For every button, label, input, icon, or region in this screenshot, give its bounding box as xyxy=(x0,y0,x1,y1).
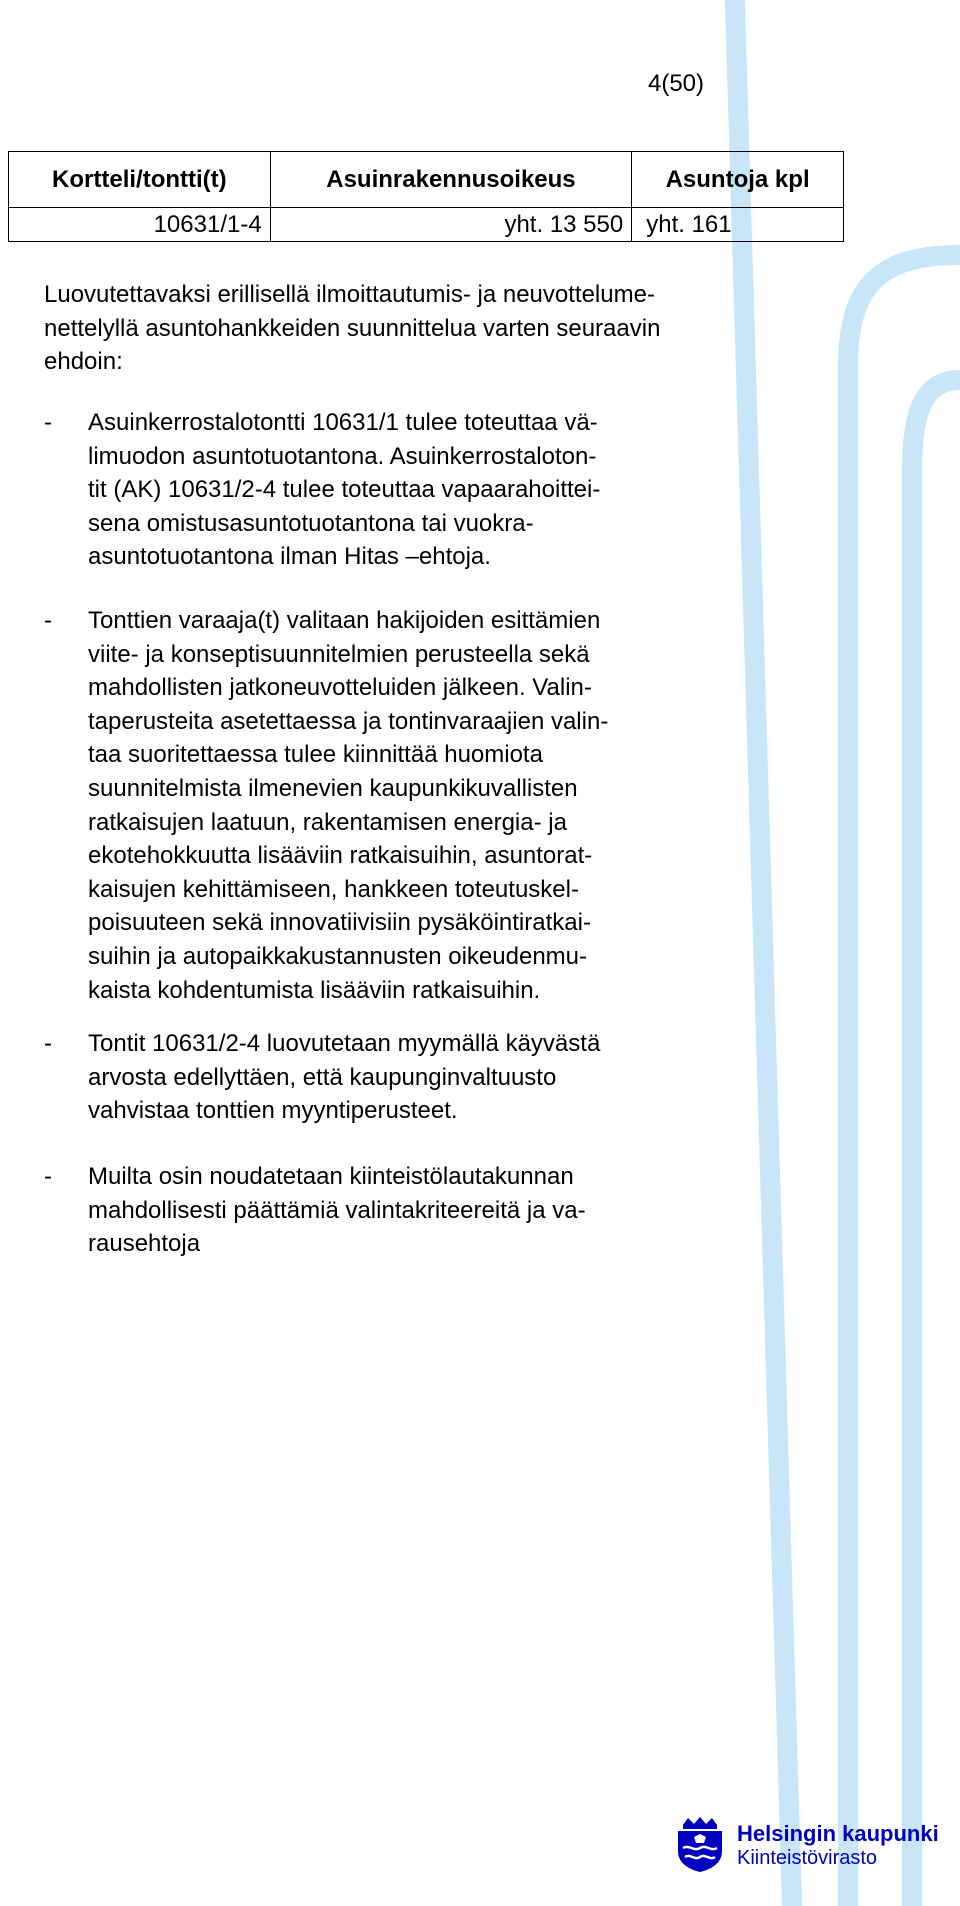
text-line: arvosta edellyttäen, että kaupunginvaltuusto xyxy=(88,1063,557,1091)
text-line: mahdollisten jatkoneuvotteluiden jälkeen. Valin- xyxy=(88,674,592,702)
text-line: suunnitelmista ilmenevien kaupunkikuvallisten xyxy=(88,774,578,802)
text-line: Tonttien varaaja(t) valitaan hakijoiden esittämien xyxy=(88,607,601,634)
text-line: Asuinkerrostalotontti 10631/1 tulee toteuttaa vä- xyxy=(88,409,598,436)
text-line: Muilta osin noudatetaan kiinteistölautakunnan xyxy=(88,1163,574,1190)
list-dash: - xyxy=(44,1030,52,1057)
text-line: tit (AK) 10631/2-4 tulee toteuttaa vapaarahoittei- xyxy=(88,476,601,504)
plot-table xyxy=(8,151,844,242)
cell-apartments: yht. 161 xyxy=(632,208,844,242)
text-line: suihin ja autopaikkakustannusten oikeudenmu- xyxy=(88,942,587,970)
text-line: Tontit 10631/2-4 luovutetaan myymällä käyvästä xyxy=(88,1030,601,1057)
table-header-row xyxy=(9,152,844,208)
column-header-plot: Kortteli/tontti(t) xyxy=(9,152,271,208)
text-line: poisuuteen sekä innovatiivisiin pysäköintiratkai- xyxy=(88,909,591,937)
list-dash: - xyxy=(44,607,52,634)
column-header-building-rights: Asuinrakennusoikeus xyxy=(270,152,632,208)
list-dash: - xyxy=(44,1163,52,1190)
text-line: ehdoin: xyxy=(44,348,123,376)
city-logo xyxy=(674,1815,960,1875)
text-line: ekotehokkuutta lisääviin ratkaisuihin, asuntorat- xyxy=(88,842,593,870)
column-header-apartments: Asuntoja kpl xyxy=(632,152,844,208)
text-line: mahdollisesti päättämiä valintakriteereitä ja va- xyxy=(88,1196,586,1224)
text-line: taa suoritettaessa tulee kiinnittää huomiota xyxy=(88,741,543,769)
text-line: kaista kohdentumista lisääviin ratkaisuihin. xyxy=(88,976,541,1004)
text-line: ratkaisujen laatuun, rakentamisen energia- ja xyxy=(88,808,567,836)
cell-plot: 10631/1-4 xyxy=(9,208,271,242)
text-line: taperusteita asetettaessa ja tontinvaraajien valin- xyxy=(88,707,609,735)
intro-paragraph xyxy=(44,278,660,379)
list-dash: - xyxy=(44,409,52,436)
text-line: limuodon asuntotuotantona. Asuinkerrostaloton- xyxy=(88,442,597,470)
text-line: rausehtoja xyxy=(88,1230,201,1258)
list-item xyxy=(44,1160,586,1261)
list-item xyxy=(44,604,608,1007)
text-line: vahvistaa tonttien myyntiperusteet. xyxy=(88,1097,458,1125)
table-row xyxy=(9,208,844,242)
cell-building-rights: yht. 13 550 xyxy=(270,208,632,242)
department-name: Kiinteistövirasto xyxy=(737,1847,878,1869)
page-number: 4(50) xyxy=(647,70,705,97)
text-line: nettelyllä asuntohankkeiden suunnittelua varten seuraavin xyxy=(44,314,661,342)
text-line: kaisujen kehittämiseen, hankkeen toteutuskel- xyxy=(88,875,579,903)
text-line: sena omistusasuntotuotantona tai vuokra- xyxy=(88,509,534,537)
text-line: viite- ja konseptisuunnitelmien perusteella sekä xyxy=(88,640,590,668)
list-item xyxy=(44,406,600,574)
organization-name: Helsingin kaupunki xyxy=(737,1821,939,1846)
text-line: Luovutettavaksi erillisellä ilmoittautumis- ja neuvottelume- xyxy=(44,281,655,308)
list-item xyxy=(44,1027,600,1128)
crown-crest-icon xyxy=(674,1815,726,1873)
text-line: asuntotuotantona ilman Hitas –ehtoja. xyxy=(88,543,491,571)
